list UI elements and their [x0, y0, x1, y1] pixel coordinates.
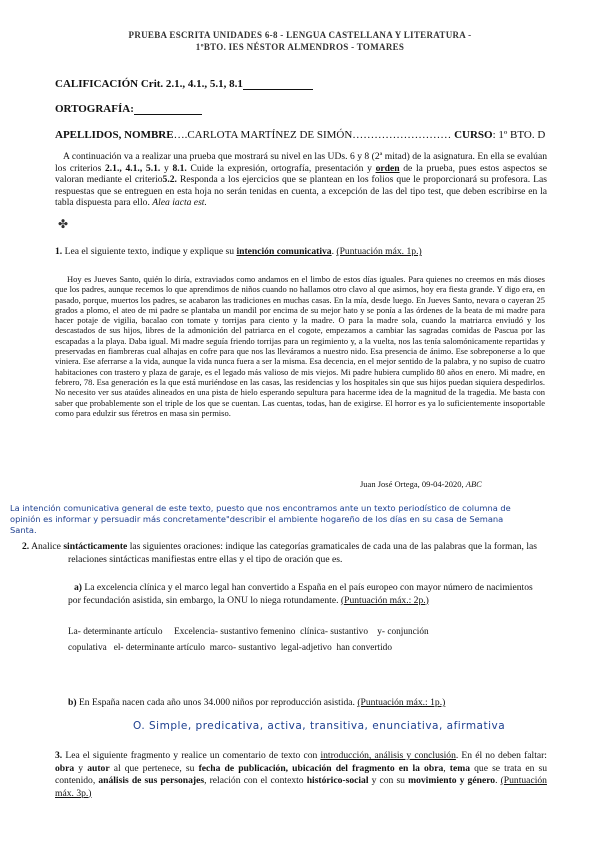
question-3: 3. Lea el siguiente fragmento y realice un comentario de texto con introducción, análisis y conclusión. En él no deben faltar: obra y autor al que pertenece, su fecha de publicación, ubicación del fragmento en la obra, tema que se trata en su contenido, análisis de sus personajes, relación con el contexto histórico-social y con su movimiento y género. (Puntuación máx. 3p.) [55, 750, 547, 799]
ortografia-blank[interactable] [134, 104, 202, 115]
question-1: 1. Lea el siguiente texto, indique y explique su intención comunicativa. (Puntuación máx. 1p.) [55, 246, 422, 257]
question-2a: a) La excelencia clínica y el marco legal han convertido a España en el país europeo con mayor número de nacimientos por fecundación asistida, sin embargo, la ONU lo niega rotundamente. (Puntuación máx.: 2p.) [68, 582, 533, 606]
answer-2b[interactable]: O. Simple, predicativa, activa, transitiva, enunciativa, afirmativa [133, 720, 506, 732]
calificacion-field [55, 78, 313, 90]
ortografia-label: ORTOGRAFÍA: [55, 103, 134, 115]
clover-icon: ✤ [58, 217, 69, 231]
exam-title-line2: 1ºBTO. IES NÉSTOR ALMENDROS - TOMARES [195, 42, 405, 52]
curso-value[interactable]: : 1º BTO. D [492, 129, 546, 141]
answer-2a-line2[interactable]: copulativa el- determinante artículo marco- sustantivo legal-adjetivo han convertido [68, 643, 392, 653]
calificacion-blank[interactable] [243, 79, 313, 90]
calificacion-label: CALIFICACIÓN Crit. 2.1., 4.1., 5.1, 8.1 [55, 78, 243, 90]
apellidos-field [55, 129, 545, 141]
question-2: 2. Analice sintácticamente las siguientes oraciones: indique las categorías gramaticales de cada una de las palabras que la forman, las relaciones sintácticas manifiestas entre ellas y el tipo de oración que es. [22, 541, 537, 565]
apellidos-label: APELLIDOS, NOMBRE [55, 129, 174, 141]
ortografia-field [55, 103, 202, 115]
apellidos-value[interactable]: ….CARLOTA MARTÍNEZ DE SIMÓN……………………… [173, 129, 452, 141]
answer-2a-line1[interactable]: La- determinante artículo Excelencia- sustantivo femenino clínica- sustantivo y- conjunción [68, 627, 429, 637]
reading-passage: Hoy es Jueves Santo, quién lo diría, extraviados como andamos en el limbo de estos días iguales. Para quienes no creemos en más dioses que los padres, aunque recemos lo que aprendimos de niños cuando no hallamos otro clavo al que asirnos, hoy era fiesta grande. Y digo era, en pasado, porque, muertos los padres, se acabaron las tradiciones en muchas casas. En la mía, desde luego. En Jueves Santo, nevara o cayeran 25 grados a plomo, el ateo de mi padre se plantaba un mandil por encima de su mejor hato y se ponía a las órdenes de la beata de mi madre para hacer potaje de vigilia, bacalao con tomate y torrijas para ciento y la madre. O para la madre sola, cuando la matriarca enviudó y los descastados de sus hijos, libres de la admonición del patriarca en el cogote, empezamos a cambiar las sagradas comidas de Pascua por las escapadas a la playa. Daba igual. Mi madre seguía friendo torrijas para un regimiento y, a la vuelta, nos las tenía salomónicamente repartidas y preservadas en fiambreras cual alhajas en cofre para que nos las lleváramos a nuestro nido. Esa presencia de ánimo. Ese sobreponerse a lo que viniera. Ese aferrarse a la vida, aunque la vida nunca fuera a ser la misma. Esa decencia, en el mejor sentido de la palabra, y no supiso de cuatro habitaciones con trastero y plaza de garaje, es el legado más valioso de mis viejos. Mi padre hubiera cumplido 80 años en enero. Mi madre, en febrero, 78. Esa generación es la que está muriéndose en las casas, las residencias y los hospitales sin que sus hijos puedan siquiera despedirlos. No necesito ver sus ataúdes alineados en una pista de hielo esperando sepultura para hacerme idea de la magnitud de la tragedia. Me basta con saber que probablemente son el triple de los que se cuentan. Las cuentas, todas, han de exigirse. El horror es ya lo suficientemente insoportable como para edulzir sus féretros en masa sin permiso. [55, 274, 545, 418]
question-2b: b) En España nacen cada año unos 34.000 niños por reproducción asistida. (Puntuación máx.: 1p.) [68, 697, 446, 708]
answer-1[interactable]: La intención comunicativa general de este texto, puesto que nos encontramos ante un texto periodístico de columna de opinión es informar y persuadir más concretamente"describir el ambiente hogareño de los días en su casa de Semana Santa. [10, 503, 511, 535]
exam-title-line1: PRUEBA ESCRITA UNIDADES 6-8 - LENGUA CASTELLANA Y LITERATURA - [128, 30, 472, 40]
passage-source: Juan José Ortega, 09-04-2020, ABC [360, 479, 482, 489]
curso-label: CURSO [454, 129, 493, 141]
instructions-paragraph: A continuación va a realizar una prueba que mostrará su nivel en las UDs. 6 y 8 (2ª mitad) de la asignatura. En ella se evalúan los criterios 2.1., 4.1., 5.1. y 8.1. Cuide la expresión, ortografía, presentación y orden de la prueba, pues estos aspectos se valoran mediante el criterio5.2. Responda a los ejercicios que se plantean en los folios que le proporcionará su profesora. Las respuestas que se entreguen en esta hoja no serán tenidas en cuenta, a excepción de las del tipo test, que deben escribirse en la tabla dispuesta para ello. Alea iacta est. [55, 151, 547, 209]
